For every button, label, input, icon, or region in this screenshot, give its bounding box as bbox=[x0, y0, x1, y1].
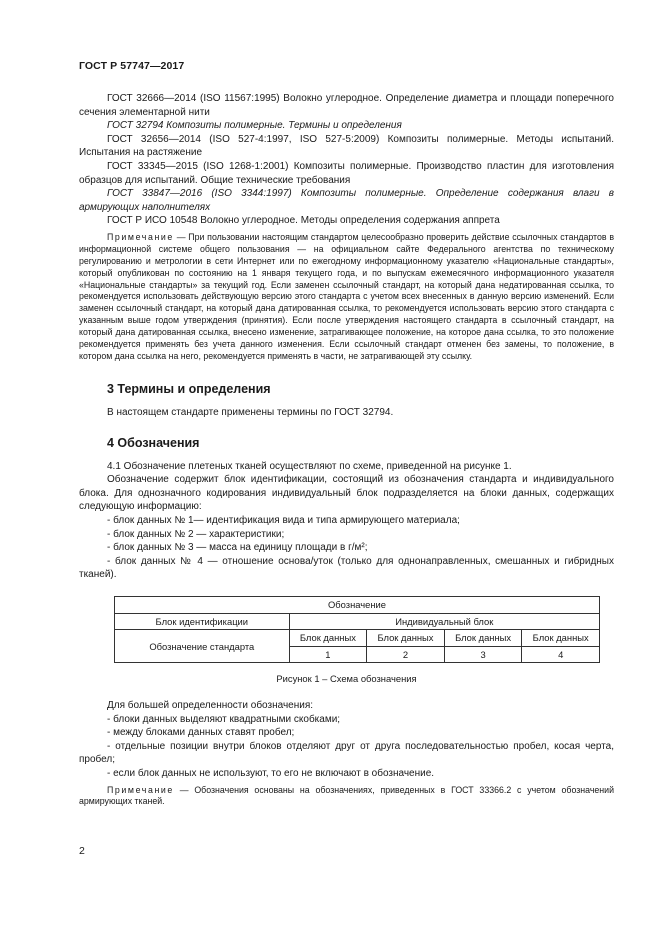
scheme-block-number: 3 bbox=[444, 646, 522, 663]
scheme-data-block-label: Блок данных bbox=[522, 630, 600, 647]
scheme-data-block-label: Блок данных bbox=[289, 630, 367, 647]
list-item: - блок данных № 4 — отношение основа/уток (только для однонаправленных, смешанных и гибридных тканей). bbox=[79, 555, 614, 581]
rule-item: - отдельные позиции внутри блоков отделяют друг от друга последовательностью пробел, косая черта, пробел; bbox=[79, 740, 614, 766]
ref-item: ГОСТ 32656—2014 (ISO 527-4:1997, ISO 527-5:2009) Композиты полимерные. Методы испытаний. Испытания на растяжение bbox=[79, 133, 614, 159]
ref-item: ГОСТ 32794 Композиты полимерные. Термины и определения bbox=[107, 120, 402, 132]
note-text: — При пользовании настоящим стандартом целесообразно проверить действие ссылочных стандартов в информационной системе общего пользования — на официальном сайте Федерального агентства по техническому регулированию и метрологии в сети Интернет или по ежегодному информационному указателю «Национальные стандарты», который опубликован по состоянию на 1 января текущего года, и по выпускам ежемесячного информационного указателя «Национальные стандарты» за текущий год. Если заменен ссылочный стандарт, на который дана недатированная ссылка, то рекомендуется использовать действующую версию этого стандарта с учетом всех внесенных в данную версию изменений. Если заменен ссылочный стандарт, на который дана датированная ссылка, то рекомендуется использовать версию этого стандарта с указанным выше годом утверждения (принятия). Если после утверждения настоящего стандарта в ссылочный стандарт, на который дана датированная ссылка, внесено изменение, затрагивающее положение, на которое дана ссылка, то это положение рекомендуется применять без учета данного изменения. Если ссылочный стандарт отменен без замены, то положение, в котором дана ссылка на него, рекомендуется применять в части, не затрагивающей эту ссылку. bbox=[79, 231, 614, 361]
designation-scheme-table bbox=[114, 596, 600, 663]
list-item: - блок данных № 3 — масса на единицу площади в г/м²; bbox=[107, 542, 368, 554]
section-4-title: 4 Обозначения bbox=[107, 436, 200, 451]
scheme-block-number: 4 bbox=[522, 646, 600, 663]
document-header: ГОСТ Р 57747—2017 bbox=[79, 60, 185, 72]
note-label: Примечание bbox=[107, 231, 174, 242]
scheme-individual-block: Индивидуальный блок bbox=[289, 613, 599, 630]
scheme-data-block-label: Блок данных bbox=[444, 630, 522, 647]
scheme-data-block-label: Блок данных bbox=[367, 630, 445, 647]
note-designations bbox=[79, 785, 614, 809]
ref-item: ГОСТ Р ИСО 10548 Волокно углеродное. Методы определения содержания аппрета bbox=[107, 215, 500, 227]
ref-item: ГОСТ 33345—2015 (ISO 1268-1:2001) Композиты полимерные. Производство пластин для изготовления образцов для испытаний. Общие технические требования bbox=[79, 160, 614, 186]
rule-item: - между блоками данных ставят пробел; bbox=[107, 727, 295, 739]
rules-intro: Для большей определенности обозначения: bbox=[107, 700, 314, 711]
list-item: - блок данных № 1— идентификация вида и типа армирующего материала; bbox=[107, 515, 460, 527]
section-3-text: В настоящем стандарте применены термины по ГОСТ 32794. bbox=[107, 406, 394, 418]
scheme-standard-designation: Обозначение стандарта bbox=[115, 630, 290, 663]
figure-caption: Рисунок 1 – Схема обозначения bbox=[276, 673, 417, 685]
rule-item: - если блок данных не используют, то его не включают в обозначение. bbox=[107, 767, 435, 779]
note-label: Примечание bbox=[107, 784, 174, 795]
ref-item: ГОСТ 33847—2016 (ISO 3344:1997) Композиты полимерные. Определение содержания влаги в армирующих наполнителях bbox=[79, 188, 614, 213]
note-references bbox=[79, 232, 614, 363]
scheme-block-number: 2 bbox=[367, 646, 445, 663]
rule-item: - блоки данных выделяют квадратными скобками; bbox=[107, 713, 341, 725]
section-4-paragraph: Обозначение содержит блок идентификации, состоящий из обозначения стандарта и индивидуального блока. Для однозначного кодирования индивидуальный блок подразделяется на блоки данных, содержащих следующую информацию: bbox=[79, 474, 614, 513]
scheme-block-number: 1 bbox=[289, 646, 367, 663]
note-text: — Обозначения основаны на обозначениях, приведенных в ГОСТ 33366.2 с учетом обозначений армирующих тканей. bbox=[79, 784, 614, 807]
page-number: 2 bbox=[79, 845, 85, 857]
section-3-title: 3 Термины и определения bbox=[107, 381, 271, 396]
list-item: - блок данных № 2 — характеристики; bbox=[107, 528, 285, 540]
scheme-header: Обозначение bbox=[115, 597, 600, 614]
section-4-paragraph: 4.1 Обозначение плетеных тканей осуществляют по схеме, приведенной на рисунке 1. bbox=[107, 460, 512, 472]
ref-item: ГОСТ 32666—2014 (ISO 11567:1995) Волокно углеродное. Определение диаметра и площади поперечного сечения элементарной нити bbox=[79, 93, 614, 118]
scheme-id-block: Блок идентификации bbox=[115, 613, 290, 630]
page-content bbox=[79, 92, 614, 808]
